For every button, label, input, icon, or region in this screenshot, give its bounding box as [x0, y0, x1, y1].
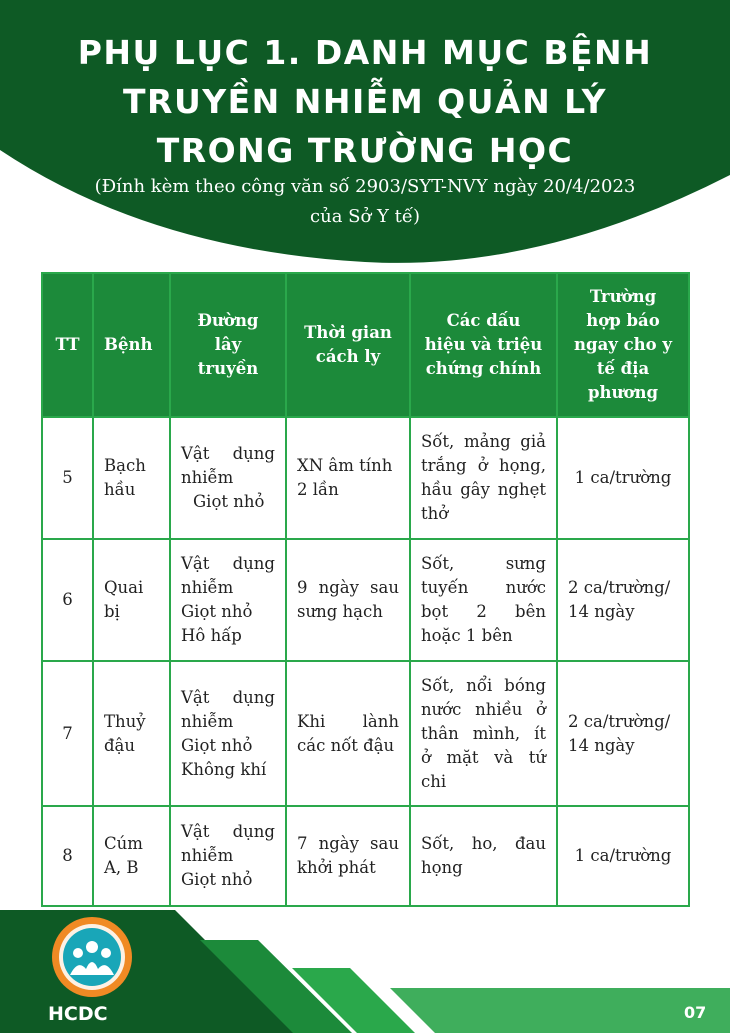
header-symptoms — [410, 273, 557, 417]
subtitle-line: của Sở Y tế) — [310, 206, 420, 227]
cell-line: Sốt, nổi bóng — [421, 675, 546, 695]
cell-line: tuyến nước — [421, 578, 546, 597]
cell-line: Hô hấp — [181, 626, 242, 645]
cell-route — [170, 806, 286, 906]
cell-line: sưng hạch — [297, 602, 383, 621]
cell-line: hoặc 1 bên — [421, 626, 513, 645]
cell-line: XN âm tính — [297, 456, 393, 475]
cell-line: Sốt, ho, đau — [421, 834, 546, 853]
cell-report — [557, 417, 689, 539]
cell-disease — [93, 539, 170, 661]
brand-name: HCDC — [48, 1003, 108, 1025]
cell-line: Giọt nhỏ — [181, 870, 253, 889]
table-header-row — [42, 273, 689, 417]
cell-line: hầu gây nghẹt — [421, 480, 546, 499]
page-subtitle — [0, 172, 730, 232]
title-line: TRONG TRƯỜNG HỌC — [156, 131, 574, 170]
header-line: Đường — [197, 311, 259, 330]
table-row — [42, 661, 689, 806]
cell-line: nhiễm — [181, 578, 234, 597]
cell-line: nhiễm — [181, 846, 234, 865]
cell-disease — [93, 417, 170, 539]
cell-line: các nốt đậu — [297, 735, 395, 755]
cell-line: bị — [104, 602, 120, 621]
cell-line: 7 ngày sau — [297, 834, 399, 853]
cell-report — [557, 806, 689, 906]
header-report — [557, 273, 689, 417]
table-row — [42, 417, 689, 539]
table-row — [42, 539, 689, 661]
cell-line: 2 lần — [297, 480, 339, 499]
cell-isolation — [286, 806, 410, 906]
cell-report — [557, 539, 689, 661]
cell-line: Giọt nhỏ — [181, 602, 253, 621]
page-number: 07 — [684, 1003, 707, 1022]
header-line: Thời gian — [304, 323, 392, 342]
cell-isolation — [286, 661, 410, 806]
cell-report — [557, 661, 689, 806]
cell-line: 2 ca/trường/ — [568, 578, 671, 597]
cell-line: 9 ngày sau — [297, 578, 399, 597]
cell-symptoms — [410, 539, 557, 661]
header-line: truyền — [197, 359, 259, 378]
header-line: ngay cho y — [574, 335, 672, 354]
cell-line: Khi lành — [297, 711, 399, 731]
header-line: hiệu và triệu — [424, 335, 543, 354]
header-disease: Bệnh — [93, 273, 170, 417]
cell-route — [170, 661, 286, 806]
cell-line: bọt 2 bên — [421, 602, 546, 621]
subtitle-line: (Đính kèm theo công văn số 2903/SYT-NVY ngày 20/4/2023 — [94, 176, 636, 197]
header-tt: TT — [42, 273, 93, 417]
cell-line: khởi phát — [297, 858, 376, 877]
cell-line: 14 ngày — [568, 735, 635, 755]
header-line: Trường — [589, 287, 657, 306]
header-line: hợp báo — [586, 311, 660, 330]
header-line: tế địa — [596, 359, 650, 378]
cell-line: Cúm — [104, 834, 143, 853]
cell-line: Bạch — [104, 456, 146, 475]
cell-line: họng — [421, 858, 463, 877]
header-line: lây — [214, 335, 242, 354]
cell-symptoms — [410, 417, 557, 539]
cell-route — [170, 417, 286, 539]
cell-tt: 8 — [42, 806, 93, 906]
cell-line: Vật dụng — [181, 444, 275, 463]
cell-line: Thuỷ — [104, 711, 146, 731]
header-route — [170, 273, 286, 417]
cell-line: Giọt nhỏ — [193, 492, 265, 511]
cell-disease — [93, 806, 170, 906]
cell-line: hầu — [104, 480, 136, 499]
cell-route — [170, 539, 286, 661]
cell-line: Vật dụng — [181, 687, 275, 707]
cell-line: 1 ca/trường — [574, 468, 672, 487]
cell-line: 1 ca/trường — [574, 846, 672, 865]
header-isolation — [286, 273, 410, 417]
cell-line: Sốt, mảng giả — [421, 432, 546, 451]
cell-line: Vật dụng — [181, 822, 275, 841]
cell-line: Sốt, sưng — [421, 554, 546, 573]
cell-line: 2 ca/trường/ — [568, 711, 671, 731]
cell-line: Vật dụng — [181, 554, 275, 573]
cell-isolation — [286, 539, 410, 661]
disease-table — [41, 272, 690, 907]
cell-line: nhiễm — [181, 711, 234, 731]
cell-line: đậu — [104, 735, 136, 755]
cell-symptoms — [410, 806, 557, 906]
page-title — [0, 28, 730, 175]
cell-line: Giọt nhỏ — [181, 735, 253, 755]
header-line: phương — [587, 383, 659, 402]
cell-line: thân mình, ít — [421, 723, 546, 743]
cell-symptoms — [410, 661, 557, 806]
cell-line: 14 ngày — [568, 602, 635, 621]
cell-line: trắng ở họng, — [421, 456, 546, 475]
cell-line: thở — [421, 504, 449, 523]
title-line: PHỤ LỤC 1. DANH MỤC BỆNH — [77, 33, 653, 72]
cell-line: Không khí — [181, 759, 267, 779]
cell-line: ở mặt và tứ — [421, 747, 546, 767]
cell-line: nước nhiều ở — [421, 699, 546, 719]
cell-line: chi — [421, 771, 447, 791]
table-row — [42, 806, 689, 906]
cell-line: nhiễm — [181, 468, 234, 487]
cell-line: A, B — [104, 858, 139, 877]
cell-disease — [93, 661, 170, 806]
header-line: Các dấu — [446, 311, 521, 330]
header-line: chứng chính — [425, 359, 542, 378]
cell-tt: 7 — [42, 661, 93, 806]
header-line: cách ly — [315, 347, 381, 366]
cell-tt: 5 — [42, 417, 93, 539]
hcdc-logo-icon — [48, 915, 136, 1001]
cell-tt: 6 — [42, 539, 93, 661]
cell-isolation — [286, 417, 410, 539]
title-line: TRUYỀN NHIỄM QUẢN LÝ — [123, 82, 607, 121]
cell-line: Quai — [104, 578, 144, 597]
